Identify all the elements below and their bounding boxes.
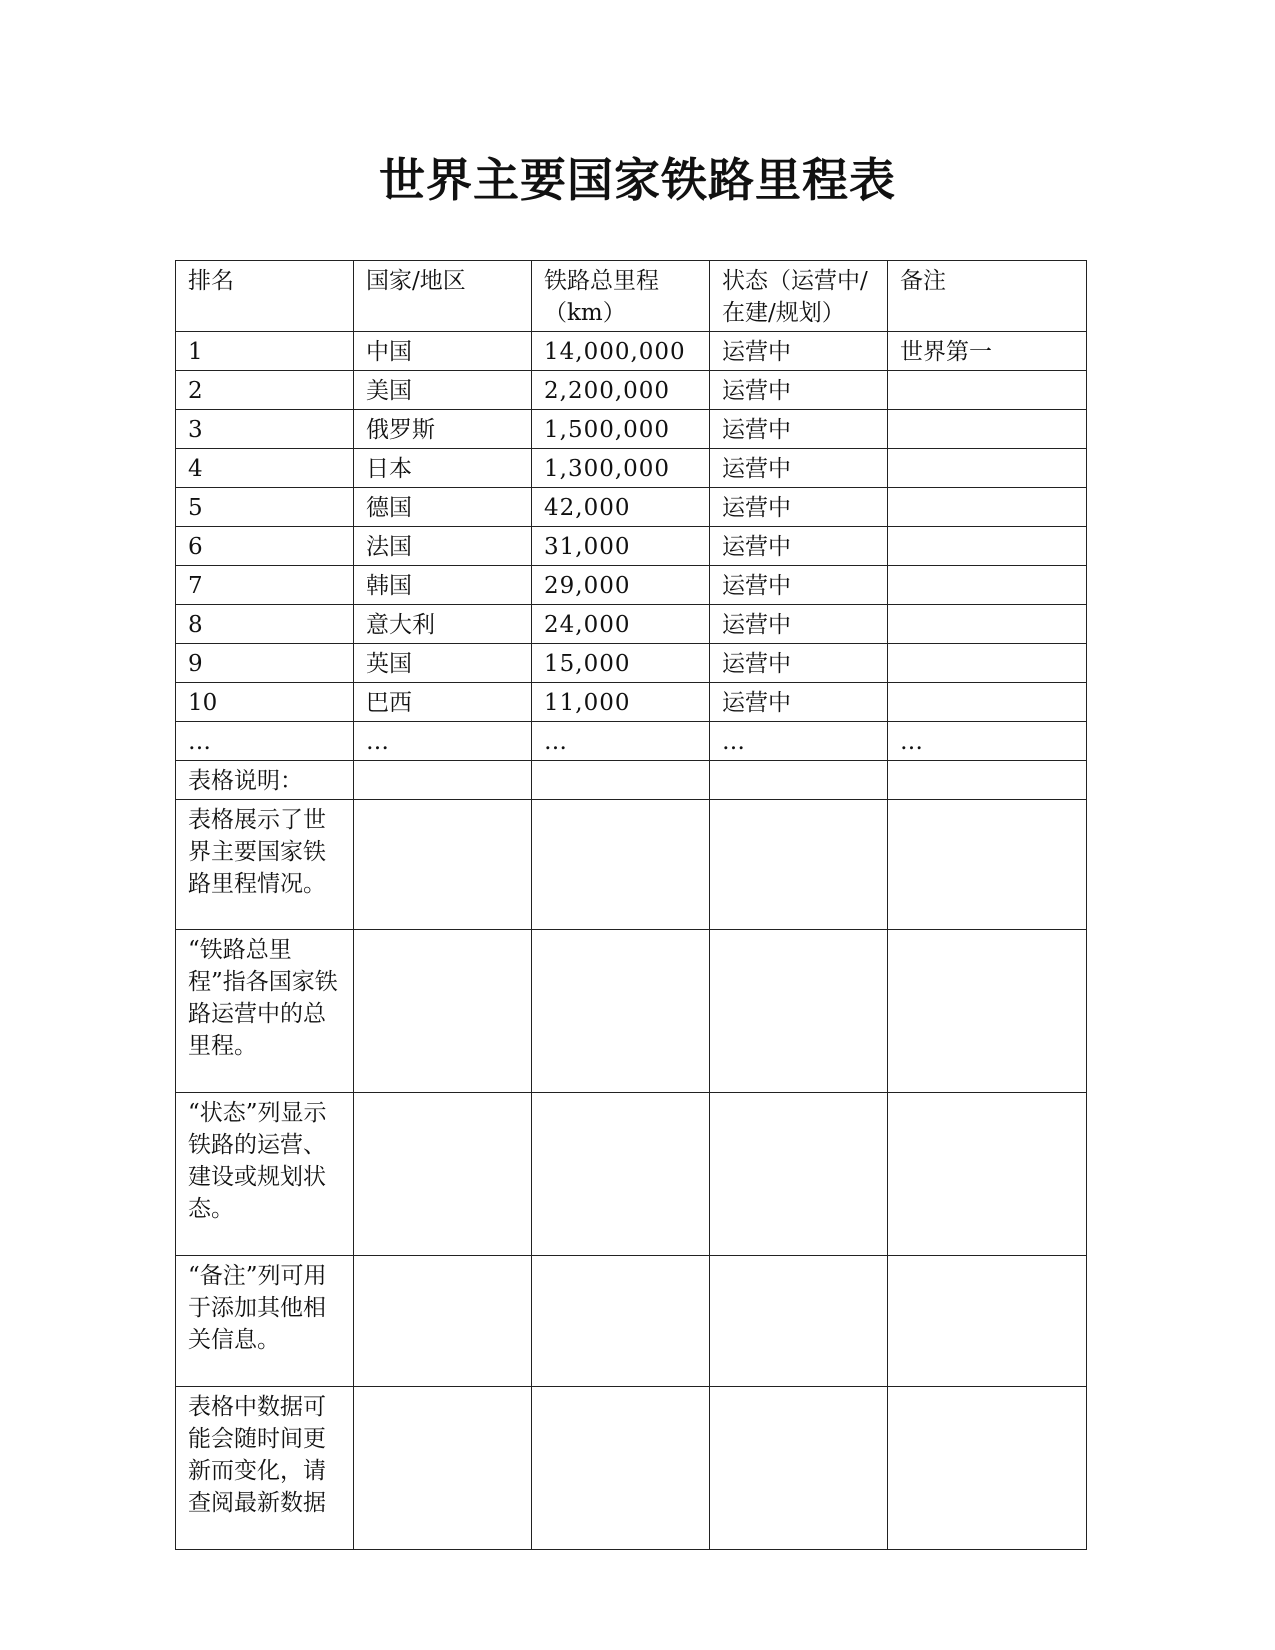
status-cell: 运营中 (710, 644, 888, 683)
note-cell (888, 527, 1087, 566)
note-row (176, 1256, 1087, 1387)
country-cell: 俄罗斯 (354, 410, 532, 449)
table-row (176, 371, 1087, 410)
status-cell: 运营中 (710, 605, 888, 644)
country-cell: 德国 (354, 488, 532, 527)
empty-cell (710, 761, 888, 800)
country-cell: 中国 (354, 332, 532, 371)
empty-cell (354, 800, 532, 930)
header-cell-rank: 排名 (176, 261, 354, 332)
ellipsis-cell: … (710, 722, 888, 761)
notes-label-row (176, 761, 1087, 800)
note-cell (888, 605, 1087, 644)
empty-cell (888, 930, 1087, 1093)
empty-cell (710, 800, 888, 930)
page-title: 世界主要国家铁路里程表 (379, 153, 896, 207)
notes-label: 表格说明： (176, 761, 354, 800)
table-row (176, 683, 1087, 722)
mileage-cell: 42,000 (532, 488, 710, 527)
note-text: 表格中数据可能会随时间更新而变化，请查阅最新数据 (176, 1387, 354, 1550)
note-row (176, 1387, 1087, 1550)
rank-cell: 6 (176, 527, 354, 566)
status-cell: 运营中 (710, 683, 888, 722)
mileage-cell: 29,000 (532, 566, 710, 605)
empty-cell (888, 800, 1087, 930)
table-header-row (176, 261, 1087, 332)
mileage-cell: 2,200,000 (532, 371, 710, 410)
empty-cell (532, 930, 710, 1093)
note-cell (888, 488, 1087, 527)
table-row (176, 488, 1087, 527)
empty-cell (532, 800, 710, 930)
empty-cell (710, 1256, 888, 1387)
empty-cell (888, 1256, 1087, 1387)
rank-cell: 10 (176, 683, 354, 722)
ellipsis-cell: … (888, 722, 1087, 761)
empty-cell (354, 930, 532, 1093)
mileage-cell: 24,000 (532, 605, 710, 644)
empty-cell (532, 1093, 710, 1256)
table-row (176, 605, 1087, 644)
note-row (176, 930, 1087, 1093)
empty-cell (710, 1093, 888, 1256)
status-cell: 运营中 (710, 527, 888, 566)
note-cell (888, 683, 1087, 722)
mileage-cell: 14,000,000 (532, 332, 710, 371)
mileage-cell: 11,000 (532, 683, 710, 722)
note-cell (888, 566, 1087, 605)
mileage-cell: 31,000 (532, 527, 710, 566)
note-text: 表格展示了世界主要国家铁路里程情况。 (176, 800, 354, 930)
empty-cell (532, 761, 710, 800)
header-cell-note: 备注 (888, 261, 1087, 332)
country-cell: 英国 (354, 644, 532, 683)
rank-cell: 9 (176, 644, 354, 683)
note-cell (888, 449, 1087, 488)
rank-cell: 3 (176, 410, 354, 449)
table-row (176, 644, 1087, 683)
table-row (176, 410, 1087, 449)
rank-cell: 2 (176, 371, 354, 410)
empty-cell (710, 930, 888, 1093)
empty-cell (354, 1093, 532, 1256)
status-cell: 运营中 (710, 566, 888, 605)
rank-cell: 8 (176, 605, 354, 644)
note-cell (888, 644, 1087, 683)
table-row (176, 566, 1087, 605)
table-row (176, 449, 1087, 488)
empty-cell (888, 1093, 1087, 1256)
country-cell: 巴西 (354, 683, 532, 722)
mileage-cell: 1,300,000 (532, 449, 710, 488)
empty-cell (532, 1256, 710, 1387)
empty-cell (888, 1387, 1087, 1550)
ellipsis-cell: … (354, 722, 532, 761)
ellipsis-cell: … (176, 722, 354, 761)
railway-mileage-table (175, 260, 1087, 1550)
note-row (176, 1093, 1087, 1256)
status-cell: 运营中 (710, 449, 888, 488)
empty-cell (354, 1256, 532, 1387)
header-cell-status: 状态（运营中/在建/规划） (710, 261, 888, 332)
status-cell: 运营中 (710, 332, 888, 371)
rank-cell: 1 (176, 332, 354, 371)
ellipsis-row (176, 722, 1087, 761)
note-text: “备注”列可用于添加其他相关信息。 (176, 1256, 354, 1387)
empty-cell (354, 1387, 532, 1550)
note-cell: 世界第一 (888, 332, 1087, 371)
country-cell: 法国 (354, 527, 532, 566)
rank-cell: 5 (176, 488, 354, 527)
header-cell-country: 国家/地区 (354, 261, 532, 332)
empty-cell (710, 1387, 888, 1550)
table-row (176, 332, 1087, 371)
note-cell (888, 371, 1087, 410)
country-cell: 意大利 (354, 605, 532, 644)
note-row (176, 800, 1087, 930)
note-cell (888, 410, 1087, 449)
country-cell: 美国 (354, 371, 532, 410)
ellipsis-cell: … (532, 722, 710, 761)
empty-cell (888, 761, 1087, 800)
status-cell: 运营中 (710, 410, 888, 449)
rank-cell: 7 (176, 566, 354, 605)
status-cell: 运营中 (710, 371, 888, 410)
note-text: “状态”列显示铁路的运营、建设或规划状态。 (176, 1093, 354, 1256)
country-cell: 日本 (354, 449, 532, 488)
mileage-cell: 1,500,000 (532, 410, 710, 449)
mileage-cell: 15,000 (532, 644, 710, 683)
country-cell: 韩国 (354, 566, 532, 605)
note-text: “铁路总里程”指各国家铁路运营中的总里程。 (176, 930, 354, 1093)
empty-cell (354, 761, 532, 800)
empty-cell (532, 1387, 710, 1550)
status-cell: 运营中 (710, 488, 888, 527)
table-row (176, 527, 1087, 566)
header-cell-mileage: 铁路总里程（km） (532, 261, 710, 332)
rank-cell: 4 (176, 449, 354, 488)
